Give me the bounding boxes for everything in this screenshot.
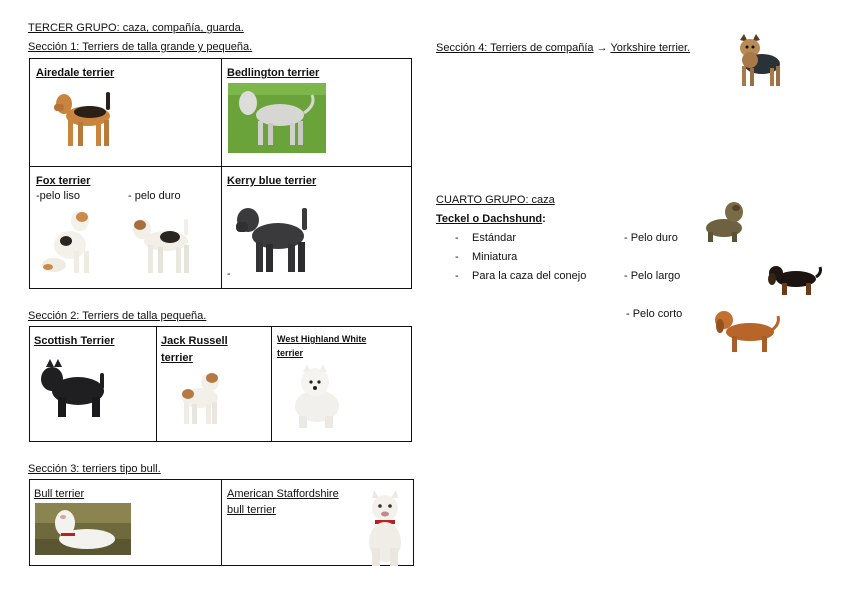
scottish-terrier-label: Scottish Terrier xyxy=(34,335,115,347)
section4-title: Sección 4: Terriers de compañía xyxy=(436,42,594,54)
arrow-icon: → xyxy=(596,42,608,54)
section3-title: Sección 3: terriers tipo bull. xyxy=(28,463,161,475)
size-bullet-3: - xyxy=(455,270,459,282)
fox-terrier-label: Fox terrier xyxy=(36,175,91,187)
bedlington-label: Bedlington terrier xyxy=(227,67,320,79)
longhaired-dachshund-image xyxy=(766,259,822,297)
jack-russell-terrier-image xyxy=(172,370,224,426)
size-item-standard: Estándar xyxy=(472,232,517,244)
jack-russell-label-2: terrier xyxy=(161,352,193,364)
wire-fox-terrier-image xyxy=(128,213,198,277)
section4-title-row xyxy=(436,42,690,55)
american-staffordshire-terrier-image xyxy=(362,490,408,566)
coat-smooth-label: - Pelo corto xyxy=(626,308,683,320)
bull-terrier-image xyxy=(35,503,131,555)
amstaff-label-2: bull terrier xyxy=(227,504,276,516)
bedlington-terrier-image xyxy=(228,83,326,153)
amstaff-label-1: American Staffordshire xyxy=(227,488,339,500)
dachshund-heading xyxy=(436,213,546,226)
coat-wire-label: - Pelo duro xyxy=(624,232,678,244)
airedale-terrier-image xyxy=(50,86,122,152)
scottish-terrier-image xyxy=(38,357,110,419)
group3-title: TERCER GRUPO: caza, compañía, guarda. xyxy=(28,22,244,34)
fox-smooth-coat-label: -pelo liso xyxy=(36,190,81,202)
dachshund-label: Teckel o Dachshund xyxy=(436,213,543,225)
smooth-dachshund-image xyxy=(712,306,782,356)
west-highland-white-terrier-image xyxy=(287,364,345,430)
size-bullet-2: - xyxy=(455,251,459,263)
fox-wire-coat-label: - pelo duro xyxy=(128,190,181,202)
section2-divider-2 xyxy=(271,326,272,442)
jack-russell-label-1: Jack Russell xyxy=(161,335,228,347)
size-item-rabbit: Para la caza del conejo xyxy=(472,270,587,282)
section1-divider-v xyxy=(221,58,222,289)
kerry-dash-mark: - xyxy=(227,268,231,280)
westie-label-2: terrier xyxy=(277,348,304,358)
coat-long-label: - Pelo largo xyxy=(624,270,681,282)
airedale-label: Airedale terrier xyxy=(36,67,115,79)
westie-label-1: West Highland White xyxy=(277,334,367,344)
kerry-blue-terrier-image xyxy=(232,202,318,274)
section1-title: Sección 1: Terriers de talla grande y pequeña. xyxy=(28,41,253,53)
section2-divider-1 xyxy=(156,326,157,442)
yorkshire-terrier-image xyxy=(732,34,786,88)
section2-title: Sección 2: Terriers de talla pequeña. xyxy=(28,310,207,322)
section1-divider-h xyxy=(29,166,412,167)
wirehaired-dachshund-image xyxy=(700,196,748,244)
yorkshire-label: Yorkshire terrier. xyxy=(610,42,691,54)
kerry-blue-label: Kerry blue terrier xyxy=(227,175,317,187)
smooth-fox-terrier-image xyxy=(40,207,100,277)
size-item-miniature: Miniatura xyxy=(472,251,518,263)
dachshund-colon: : xyxy=(542,213,546,225)
section3-divider xyxy=(221,479,222,566)
size-bullet-1: - xyxy=(455,232,459,244)
bull-terrier-label: Bull terrier xyxy=(34,488,85,500)
group4-title: CUARTO GRUPO: caza xyxy=(436,194,555,206)
